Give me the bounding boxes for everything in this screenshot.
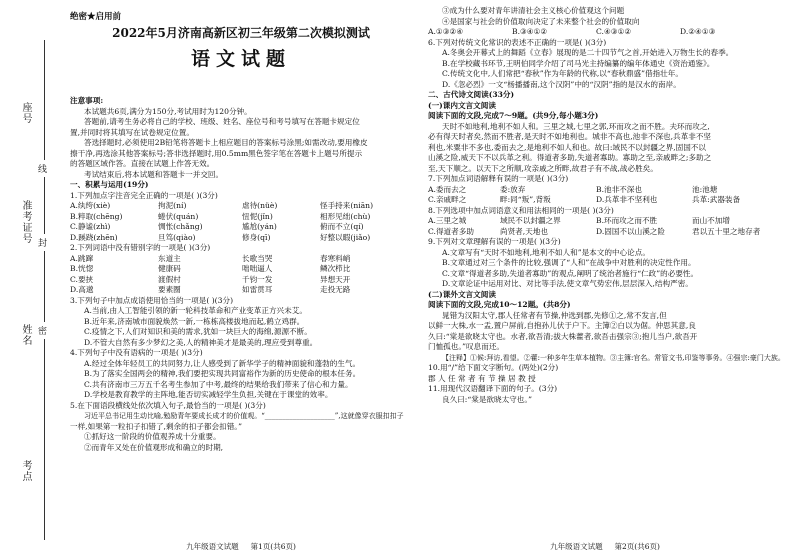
q2-option: B.恍惚 [70,264,94,273]
q5-sentence: ④是国家与社会的价值取向决定了未来整个社会的价值取向 [442,16,640,26]
q2-option: D.高邈 [70,285,94,294]
note-line: 置,并同时将其填写在试卷规定位置。 [70,127,194,137]
q7-option: C.亲戚畔之 [428,195,467,204]
passage-line: 门恤孤也。”叹息而还。 [428,342,505,351]
q2-option: 健康码 [158,264,181,273]
q8-option: B.环而攻之而不胜 [596,216,658,225]
q7-row [428,195,785,206]
note-line: 本试题共6页,满分为150分,考试用时为120分钟。 [84,106,252,116]
q6-option: D.《忽必烈》一文“杨播播南,这个汉阴”中的“汉阴”指的是汉水的南岸。 [442,79,681,89]
q5-sentence: ②而青年又处在价值观形成和确立的时期, [84,442,224,452]
venue-label: 考点 [20,460,31,482]
q8-option: 域民不以封疆之界 [500,216,561,225]
q7-option: 兵革:武器装备 [692,195,741,204]
note-line: 考试结束后,将本试题和答题卡一并交回。 [84,169,224,179]
page-footer [424,541,786,552]
passage-line: 久曰:“棠是欲晓太守也。水者,欲吾清;拔大株藿者,欲吾击强宗③;抱儿当户,欲吾开 [428,331,698,341]
q1-option: 蜷伏(quán) [158,211,199,221]
q9-option: B.文章通过对三个条件的比较,强调了“人和”在战争中对胜利的决定性作用。 [442,258,696,267]
name-label: 姓名 [20,324,31,346]
q1-option: C.静谧(zhì) [70,222,111,231]
q5-option: D.②④①③ [680,27,716,36]
q1-row [70,201,404,212]
section-heading: 一、积累与运用(19分) [70,180,149,189]
notes-heading: 注意事项: [70,96,104,105]
seal-word-line: 线 [38,160,47,177]
q1-row [70,233,404,244]
seal-line [44,40,45,540]
q5-sentence: ③成为什么要对青年讲清社会主义核心价值观这个问题 [442,6,625,15]
q5-option: C.④③①② [596,27,632,36]
q1-option: 旦笃(qiào) [158,232,196,242]
page-footer [66,541,416,552]
q5-stem: 5.在下面语段横线处依次填入句子,最恰当的一项是( )(3分) [70,400,266,410]
note-line: 擦干净,再选涂其他答案标号;答非选择题时,用0.5mm黑色签字笔在答题卡上题号所提示 [70,148,363,158]
q1-option: 尴尬(yán) [242,222,277,231]
q6-option: B.在学校藏书环节,王明伯同学介绍了司马光主持编纂的编年体通史《资治通鉴》。 [442,58,715,68]
section-1 [70,180,404,453]
note-line: 答题前,请考生务必将自己的学校、班级、姓名、座位号和考号填写在答题卡规定位 [84,117,360,126]
q2-option: C.要挟 [70,274,94,284]
q8-option: 尚贤者,天地也 [500,226,548,236]
q2-stem: 2.下列词语中没有错别字的一项是( )(3分) [70,243,211,252]
q1-option: A.纨绔(xiè) [70,201,111,210]
q2-option: 要素圈 [158,285,181,294]
passage-line: 利也,米粟非不多也,委而去之,是地利不如人和也。故曰:域民不以封疆之界,固国不以 [428,142,706,152]
q1-option: 好整以暇(jiǎo) [320,232,371,242]
q11-stem: 11.用现代汉语翻译下面的句子。(3分) [428,384,558,393]
footer-subject: 九年级语文试题 [550,542,603,551]
q5-options [428,27,785,38]
q1-option: 怪手持来(niān) [320,201,374,210]
q7-option: B.池非不深也 [596,184,642,194]
binding-margin [0,0,66,558]
subsection-heading: (二)课外文言文阅读 [428,289,496,299]
q7-option: 畔:同“叛”,背叛 [500,195,551,204]
q8-option: C.得道者多助 [428,226,474,236]
q7-row [428,185,785,196]
q4-option: D.学校是教育教学的主阵地,能否切实减轻学生负担,关键在于课堂的效率。 [84,390,333,399]
q2-option: A.跳蹿 [70,253,94,263]
q5-sentence: ①抓好这一阶段的价值观养成十分重要。 [84,432,221,441]
q5-option: A.①③②④ [428,27,464,36]
q10-text: 郡 人 任 常 者 有 节 操 居 教 授 [428,373,536,383]
q2-option: 异想天开 [320,274,351,284]
seal-word-seal: 封 [38,234,47,251]
q2-option: 咄咄逼人 [242,264,273,273]
q4-option: A.经过全体年轻员工的共同努力,让人感受到了新华学子的精神面貌和蓬勃的生气。 [84,358,361,368]
q11-text: 良久曰:“棠是欲晓太守也。” [442,394,533,404]
footer-page: 第2页(共6页) [614,542,660,551]
q8-row [428,216,785,227]
q6-stem: 6.下列对传统文化常识的表述不正确的一项是( )(3分) [428,37,607,47]
q2-row [70,264,404,275]
q5-passage: 习近平总书记用生动比喻,勉励青年要成长成才的价值观。“____________________”,这就像穿衣服扣扣子 [84,412,404,420]
q1-option: D.蹊跷(zhēn) [70,232,118,242]
q1-option: 俯而不立(qí) [320,222,364,231]
q3-option: D.不管大自然有多少梦幻之美,人的精神美才是最美的,理应受到尊重。 [84,337,318,347]
exam-title: 2022年5月济南高新区初三年级第二次模拟测试 [112,26,370,40]
reading-heading: 阅读下面的文段,完成7～9题。(共9分,每小题3分) [428,111,599,120]
q2-option: 渡假村 [158,274,181,284]
q1-option: 修身(qī) [242,232,271,242]
q5-passage: 一样,如果第一粒扣子扣错了,剩余的扣子都会扣错。” [70,421,242,431]
note-line: 的答题区域作答。直接在试题上作答无效。 [70,159,215,168]
q4-stem: 4.下列句子中没有语病的一项是( )(3分) [70,348,203,357]
q8-option: A.三里之城 [428,216,467,225]
q3-option: C.疫情之下,人们对知识和美的需求,犹如一块巨大的海绵,源源不断。 [84,327,312,336]
q1-option: 忸怩(jǐn) [242,211,273,221]
note-line: 答选择题时,必须使用2B铅笔将答题卡上相应题目的答案标号涂黑;如需改动,要用橡皮 [84,138,368,147]
subject-title: 语文试题 [190,48,291,70]
notes-block [70,96,368,180]
q7-stem: 7.下列加点词语解释有误的一项是( )(3分) [428,174,569,183]
passage-line: 至,天下顺之。以天下之所顺,攻亲戚之所畔,故君子有不战,战必胜矣。 [428,163,658,173]
passage-line: 天时不如地利,地利不如人和。三里之城,七里之郭,环而攻之而不胜。夫环而攻之, [442,121,710,131]
q1-row [70,222,404,233]
q2-option: 长歌当哭 [242,253,273,263]
q2-option: 东道主 [158,253,181,263]
q7-option: 池:池塘 [692,184,718,194]
passage-line: 以鲜一大株,水一盂,置户屏前,自抱孙儿伏于户下。主簿②白以为倨。仲思其意,良 [428,321,696,330]
q3-option: A.当前,由人工智能引领的新一轮科技革命和产业变革正方兴未艾。 [84,306,307,315]
q2-row [70,254,404,265]
q2-option: 千钧一发 [242,274,273,284]
q1-option: B.粹取(chēng) [70,211,123,221]
footer-page: 第1页(共6页) [250,542,296,551]
q2-option: 春寒料峭 [320,253,351,263]
page2-content [428,6,785,405]
q2-option: 如雷贯耳 [242,285,273,294]
q1-option: 惆怅(chǎng) [158,222,203,231]
q1-row [70,212,404,223]
secret-mark: 绝密★启用前 [70,12,122,22]
passage-line: 山溪之险,威天下不以兵革之利。得道者多助,失道者寡助。寡助之至,亲戚畔之;多助之 [428,153,712,162]
q10-stem: 10.用“/”给下面文字断句。(两处)(2分) [428,363,559,372]
q5-option: B.③④①② [512,27,548,36]
q8-stem: 8.下列选项中加点词语意义和用法相同的一项是( )(3分) [428,205,614,215]
q1-stem: 1.下列加点字注音完全正确的一项是( )(3分) [70,190,218,200]
q9-option: C.文章“得道者多助,失道者寡助”的观点,阐明了统治者施行“仁政”的必要性。 [442,268,699,278]
q8-option: D.固国不以山溪之险 [596,226,665,236]
q1-option: 虐待(nüè) [242,201,278,210]
q8-option: 君以五十里之地存者 [692,226,761,236]
q9-option: D.文章论证中运用对比、对比等手法,使文章气势宏伟,层层深入,结构严密。 [442,279,693,288]
q2-option: 走投无路 [320,285,351,294]
q8-row [428,227,785,238]
q7-option: D.兵革非不坚利也 [596,195,658,204]
q1-option: 相形见绌(chù) [320,211,371,221]
q7-option: 委:放弃 [500,184,526,194]
exam-page-1 [66,0,416,558]
footer-subject: 九年级语文试题 [186,542,239,551]
q2-row [70,275,404,286]
seat-label: 座号 [20,102,31,124]
passage-line: 必有得天时者矣,然而不胜者,是天时不如地利也。城非不高也,池非不深也,兵革非不坚 [428,132,712,141]
q9-stem: 9.下列对文章理解有误的一项是( )(3分) [428,237,561,246]
reading-heading: 阅读下面的文段,完成10～12题。(共8分) [428,300,571,309]
q3-option: B.近年来,济南城市面貌焕然一新,一栋栋高楼拔地而起,鹤立鸡群。 [84,316,305,326]
q3-stem: 3.下列句子中加点成语使用恰当的一项是( )(3分) [70,295,234,305]
q4-option: B.为了落实全国两会的精神,我们要把实现共同富裕作为新的历史使命的根本任务。 [84,369,361,378]
q6-option: C.传统文化中,人们常把“春秋”作为年龄的代称,以“春秋鼎盛”借指壮年。 [442,69,683,78]
q2-row [70,285,404,296]
section-heading: 二、古代诗文阅读(33分) [428,90,515,99]
q4-option: C.共有济南市三万五千名考生参加了中考,最终的结果给我们带来了信心和力量。 [84,379,353,389]
annotation-note: 【注释】①候:拜访,看望。②藿:一种多年生草本植物。③主簿:官名。常管文书,印鉴等事务。④强宗:豪门大族。 [442,353,785,362]
q1-option: 拘泥(ní) [158,201,187,210]
q6-option: A.冬奥会开幕式上的舞蹈《立春》展现的是二十四节气之首,开始进入万物生长的春季。 [442,48,734,57]
passage-line: 晁错为汉阳太守,郡人任常者有节操,仲选到郡,先修①之,常不发言,但 [442,310,667,320]
q8-option: 而山不加增 [692,216,730,225]
exam-page-2 [424,0,786,558]
subsection-heading: (一)课内文言文阅读 [428,100,496,110]
q7-option: A.委而去之 [428,184,467,194]
ticket-label: 准考证号 [20,200,31,244]
q9-option: A.文章写有“天时不如地利,地利不如人和”是本文的中心论点。 [442,247,650,257]
q2-option: 鳞次栉比 [320,264,351,273]
seal-word-secret: 密 [38,322,47,339]
